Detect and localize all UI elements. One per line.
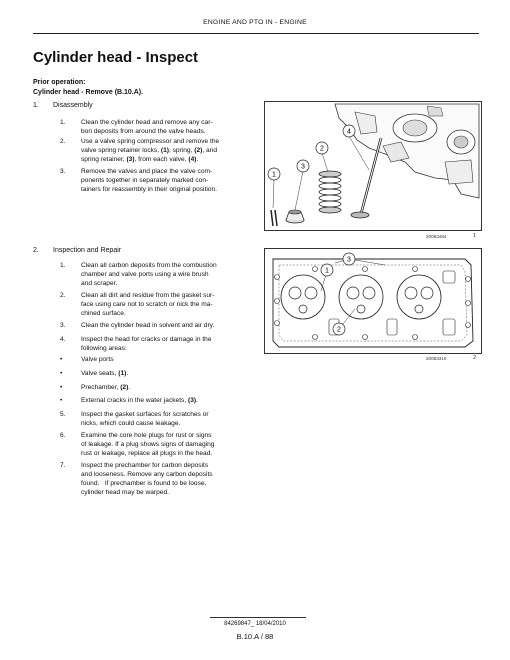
cylinder-head-gasket-face-illustration (265, 249, 481, 353)
svg-text:1: 1 (325, 267, 329, 275)
figure-code: 20083310 (426, 356, 447, 361)
section-disassembly-heading: 1. Disassembly (33, 102, 93, 109)
prior-operation: Prior operation: Cylinder head - Remove (B.10.A). (33, 79, 144, 96)
header-rule (33, 33, 479, 34)
svg-text:1: 1 (272, 171, 276, 179)
valve-components-illustration (265, 102, 481, 230)
figure-valve-components (264, 101, 482, 231)
callout-1 (321, 264, 333, 276)
callout-3 (297, 160, 309, 172)
footer-rule (210, 617, 306, 618)
prior-operation-label: Prior operation: (33, 79, 86, 86)
page-title: Cylinder head - Inspect (33, 49, 199, 66)
svg-text:4: 4 (347, 128, 351, 136)
running-header: ENGINE AND PTO IN - ENGINE (203, 19, 307, 26)
callout-4 (343, 125, 355, 137)
callout-2 (316, 142, 328, 154)
document-id: 84269847_ 18/04/2010 (224, 621, 286, 627)
callout-3 (343, 253, 355, 265)
figure-number: 1 (473, 233, 477, 239)
callout-2 (333, 323, 345, 335)
prior-operation-link[interactable]: Cylinder head - Remove (B.10.A) (33, 89, 142, 96)
section-inspection-heading: 2. Inspection and Repair (33, 247, 122, 254)
figure-number: 2 (473, 355, 477, 361)
svg-text:2: 2 (320, 145, 324, 153)
svg-text:3: 3 (347, 256, 351, 264)
figure-code: 20083484 (426, 234, 447, 239)
figure-cylinder-head-underside (264, 248, 482, 354)
svg-text:3: 3 (301, 163, 305, 171)
valve-spring-icon (319, 171, 341, 216)
svg-text:2: 2 (337, 326, 341, 334)
callout-1 (268, 168, 280, 180)
page-number: B.10.A / 88 (236, 632, 274, 641)
